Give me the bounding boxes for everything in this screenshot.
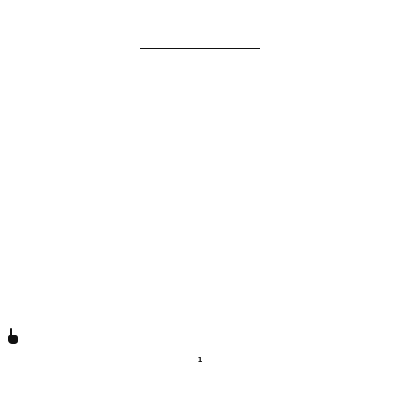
hand-pointer-icon (6, 327, 20, 345)
responsibility-paragraph (8, 222, 392, 267)
note-inventory (8, 272, 392, 286)
compat-paragraph (8, 112, 392, 139)
note-handling (8, 296, 392, 304)
features-paragraph (8, 62, 392, 92)
page-number: 1 (197, 356, 203, 364)
warning-paragraph (8, 157, 392, 215)
intro-paragraph (8, 12, 392, 46)
title-underline (140, 48, 260, 49)
